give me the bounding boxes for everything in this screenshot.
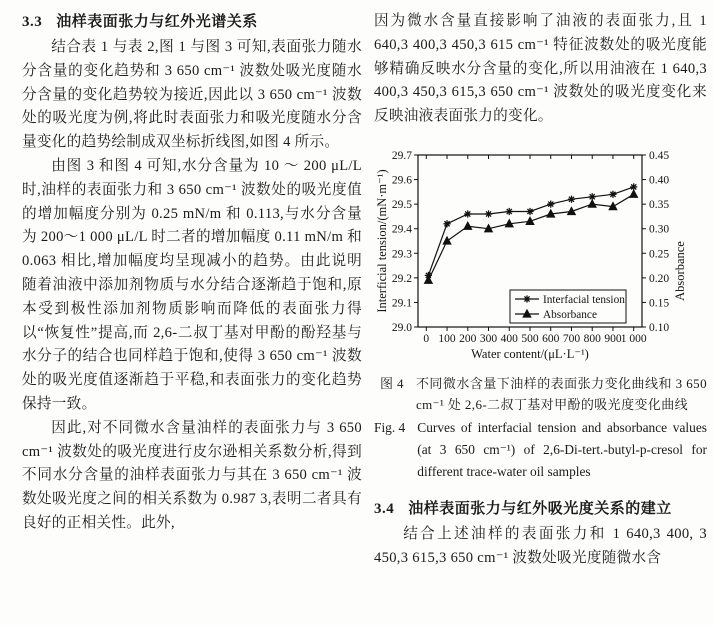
svg-text:Absorbance: Absorbance <box>543 308 597 321</box>
section-3-4-title: 油样表面张力与红外吸光度关系的建立 <box>408 500 672 517</box>
svg-text:Absorbance: Absorbance <box>673 241 687 301</box>
svg-text:0.30: 0.30 <box>649 223 670 236</box>
figure4-caption-en-label: Fig. 4 <box>374 419 406 435</box>
section-3-3-title: 油样表面张力与红外光谱关系 <box>56 14 258 30</box>
paragraph-trend-analysis: 由图 3 和图 4 可知,水分含量为 10 ～ 200 μL/L 时,油样的表面张力和 3 650 cm⁻¹ 波数处的吸光度值的增加幅度分别为 0.25 mN/m 和 0.113,与水分含量为 200～1 000 μL/L 时二者的增加幅度 0.11 mN/m 和 0.063 相比,增加幅度均呈现减小的趋势。由此说明随着油液中添加剂物质与水分结合逐渐趋于饱和,原本受到极性添加剂物质影响而降低的表面张力得以“恢复性”提高,而 2,6-二叔丁基对甲酚的酚羟基与水分子的结合也同样趋于饱和,使得 3 650 cm⁻¹ 波数处的吸光度值逐渐趋于平稳,和表面张力的变化趋势保持一致。 <box>22 157 362 412</box>
svg-text:29.4: 29.4 <box>391 223 412 236</box>
svg-text:29.3: 29.3 <box>391 248 412 261</box>
figure4-caption <box>374 373 707 483</box>
figure4-chart <box>374 145 707 365</box>
section-3-4-number: 3.4 <box>374 500 395 517</box>
svg-text:700: 700 <box>562 332 581 345</box>
section-3-3-number: 3.3 <box>22 14 43 30</box>
svg-text:900: 900 <box>604 332 622 345</box>
svg-text:0.35: 0.35 <box>649 199 670 212</box>
left-column <box>22 10 362 536</box>
svg-text:29.6: 29.6 <box>391 174 412 187</box>
svg-text:0: 0 <box>423 332 430 345</box>
paragraph-relation-intro: 结合表 1 与表 2,图 1 与图 3 可知,表面张力随水分含量的变化趋势和 3 650 cm⁻¹ 波数处吸光度随水分含量的变化趋势较为接近,因此以 3 650 cm⁻¹ 波数处的吸光度为例,将此时表面张力和吸光度随水分含量变化的趋势绘制成双坐标折线图,如图 4 所示。 <box>22 39 362 151</box>
figure4-caption-en-text: Curves of interfacial tension and absorbance values (at 3 650 cm⁻¹) of 2,6-Di-tert.-butyl-p-cresol for different trace-water oil samples <box>417 419 707 479</box>
svg-text:200: 200 <box>459 332 477 345</box>
svg-text:800: 800 <box>583 332 601 345</box>
svg-text:0.45: 0.45 <box>649 149 670 162</box>
svg-text:0.10: 0.10 <box>649 321 670 334</box>
svg-text:300: 300 <box>479 332 498 345</box>
svg-text:29.5: 29.5 <box>391 199 412 212</box>
svg-text:29.2: 29.2 <box>391 272 412 285</box>
svg-text:400: 400 <box>500 332 518 345</box>
svg-text:29.7: 29.7 <box>391 149 412 162</box>
svg-text:100: 100 <box>438 332 456 345</box>
paragraph-section34-intro: 结合上述油样的表面张力和 1 640,3 400, 3 450,3 615,3 650 cm⁻¹ 波数处吸光度随微水含 <box>374 525 707 566</box>
figure4-caption-zh-text: 不同微水含量下油样的表面张力变化曲线和 3 650 cm⁻¹ 处 2,6-二叔丁基对甲酚的吸光度变化曲线 <box>415 375 707 412</box>
svg-text:0.25: 0.25 <box>649 248 670 261</box>
figure4-caption-zh <box>374 373 707 415</box>
svg-text:500: 500 <box>521 332 539 345</box>
svg-text:600: 600 <box>542 332 560 345</box>
right-column <box>374 10 707 571</box>
paragraph-continuation: 因为微水含量直接影响了油液的表面张力,且 1 640,3 400,3 450,3 615 cm⁻¹ 特征波数处的吸光度能够精确反映水分含量的变化,所以用油液在 1 640,3 400,3 450,3 615,3 650 cm⁻¹ 波数处的吸光度变化来反映油液表面张力的变化。 <box>374 13 707 125</box>
section-3-4-heading <box>374 497 707 521</box>
paragraph-pearson-correlation: 因此,对不同微水含量油样的表面张力与 3 650 cm⁻¹ 波数处的吸光度进行皮尔逊相关系数分析,得到不同水分含量的油样表面张力与其在 3 650 cm⁻¹ 波数处吸光度之间的相关系数为 0.987 3,表明二者具有良好的正相关性。此外, <box>22 419 362 531</box>
svg-text:29.1: 29.1 <box>391 297 412 310</box>
svg-text:0.20: 0.20 <box>649 272 670 285</box>
figure4 <box>374 145 707 483</box>
svg-text:0.15: 0.15 <box>649 297 670 310</box>
svg-text:1 000: 1 000 <box>620 332 647 345</box>
figure4-caption-en <box>374 417 707 483</box>
figure4-caption-zh-label: 图 4 <box>380 375 404 391</box>
svg-text:29.0: 29.0 <box>391 321 412 334</box>
svg-text:Interfacial tension: Interfacial tension <box>543 293 625 306</box>
svg-text:Interficial tension/(mN·m⁻¹): Interficial tension/(mN·m⁻¹) <box>375 169 389 313</box>
svg-text:0.40: 0.40 <box>649 174 670 187</box>
svg-text:Water content/(μL·L⁻¹): Water content/(μL·L⁻¹) <box>471 346 589 361</box>
section-3-3-heading <box>22 10 362 34</box>
